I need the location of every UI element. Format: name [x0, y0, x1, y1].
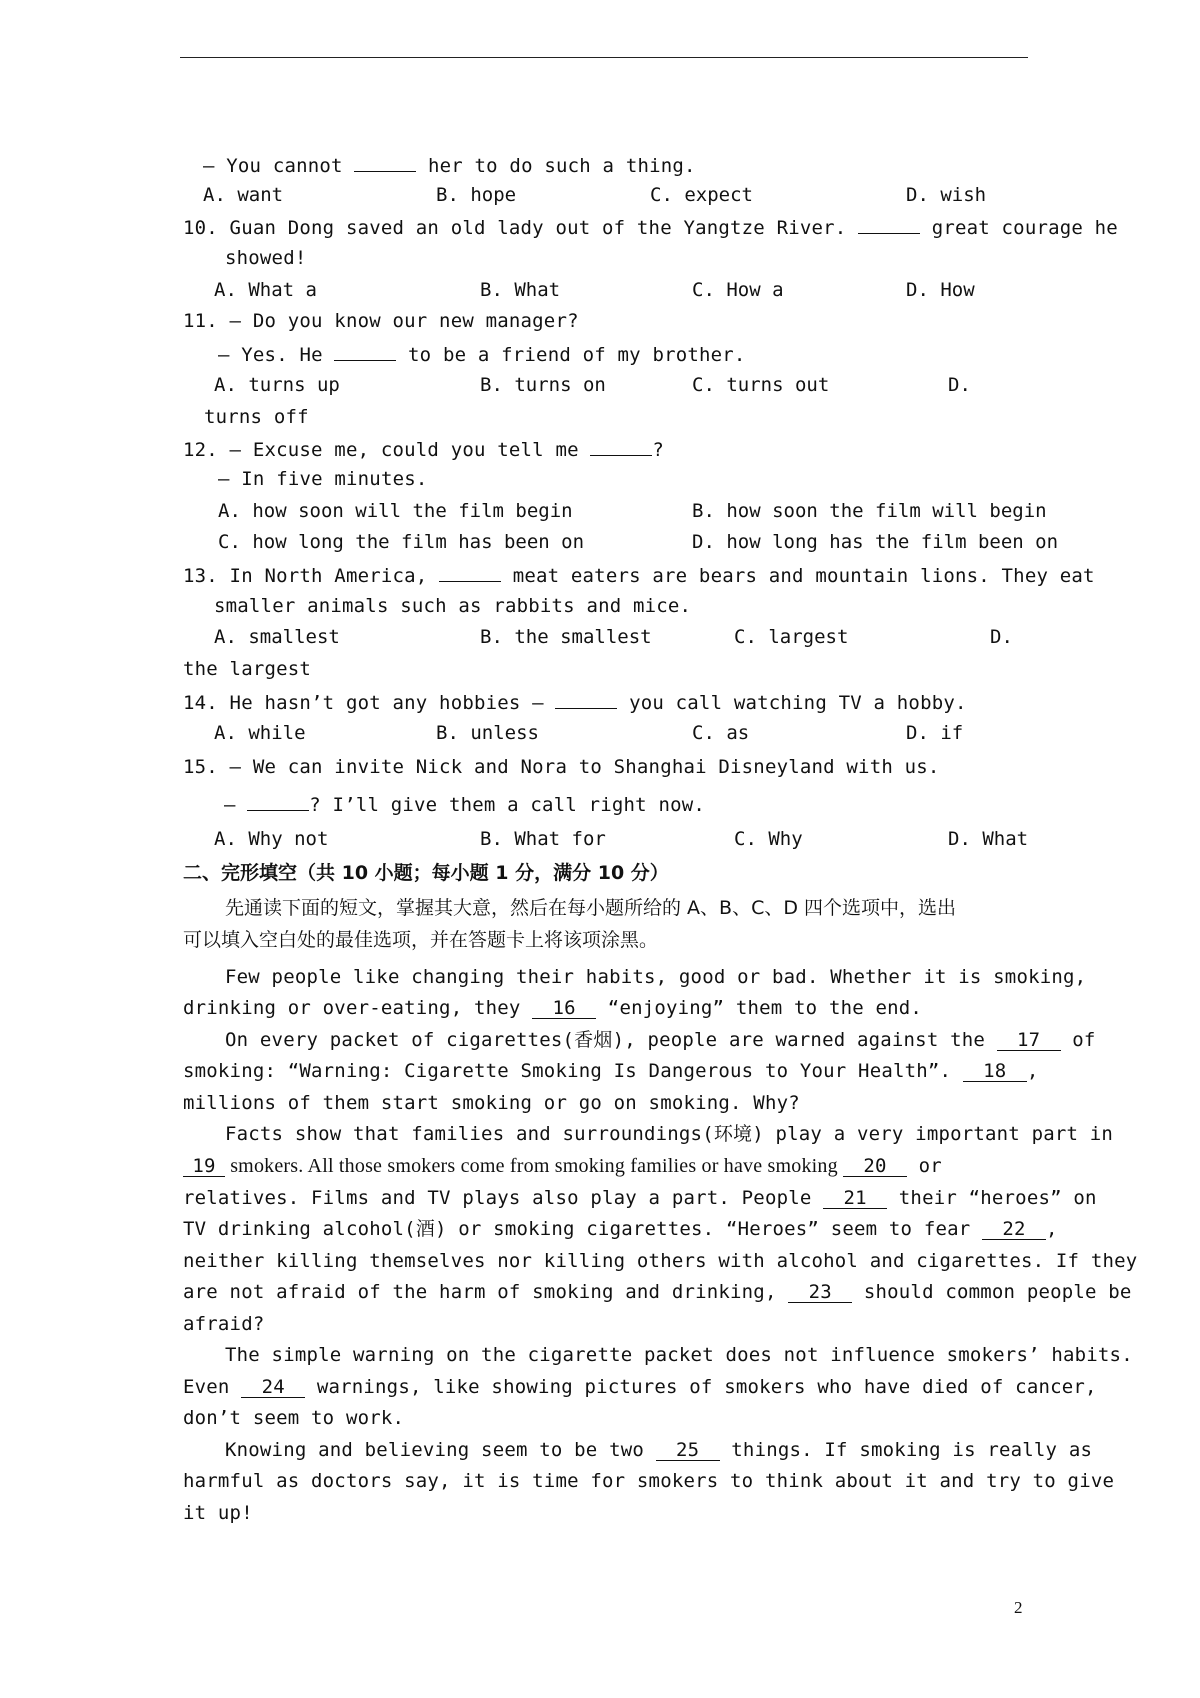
q14-option-a: A. while: [214, 722, 306, 744]
q12-option-c: C. how long the film has been on: [218, 531, 585, 553]
passage-p4-line-3: don’t seem to work.: [183, 1407, 405, 1429]
q15-reply: [224, 791, 705, 817]
q11-option-b: B. turns on: [480, 374, 606, 396]
passage-text: Even: [183, 1376, 242, 1398]
q14-text-a: 14. He hasn’t got any hobbies —: [183, 692, 556, 714]
blank-23: 23: [788, 1282, 852, 1303]
q12-blank: [590, 436, 652, 456]
q10-text-b: great courage he: [920, 217, 1118, 239]
passage-p3-line-3: [183, 1186, 1097, 1210]
q10-continuation: showed!: [225, 247, 307, 269]
q13-continuation: smaller animals such as rabbits and mice.: [214, 595, 692, 617]
passage-p4-line-1: The simple warning on the cigarette packet does not influence smokers’ habits.: [225, 1344, 1133, 1366]
q12-text-b: ?: [652, 439, 665, 461]
passage-p2-line-2: [183, 1059, 1038, 1083]
q14-blank: [555, 689, 617, 709]
passage-text: “enjoying” them to the end.: [596, 997, 923, 1019]
q15-reply-a: —: [224, 794, 248, 816]
passage-p1-line-1: Few people like changing their habits, good or bad. Whether it is smoking,: [225, 966, 1087, 988]
q9-line: [203, 152, 696, 178]
q13-text-b: meat eaters are bears and mountain lions. They eat: [501, 565, 1095, 587]
q13-option-a: A. smallest: [214, 626, 340, 648]
q13-blank: [439, 562, 501, 582]
passage-text: drinking or over-eating, they: [183, 997, 533, 1019]
q11-line: 11. — Do you know our new manager?: [183, 310, 579, 332]
q13-text-a: 13. In North America,: [183, 565, 440, 587]
passage-text: smoking: “Warning: Cigarette Smoking Is Dangerous to Your Health”.: [183, 1060, 963, 1082]
q13-line: [183, 562, 1095, 588]
passage-text: On every packet of cigarettes(香烟), people are warned against the: [225, 1029, 997, 1051]
q15-reply-b: ? I’ll give them a call right now.: [309, 794, 706, 816]
q12-option-a: A. how soon will the film begin: [218, 500, 573, 522]
passage-text: warnings, like showing pictures of smokers who have died of cancer,: [305, 1376, 1097, 1398]
q12-reply: — In five minutes.: [218, 468, 428, 490]
q9-option-c: C. expect: [650, 184, 753, 206]
passage-p3-line-2: [183, 1154, 942, 1178]
passage-p5-line-2: harmful as doctors say, it is time for smokers to think about it and try to give: [183, 1470, 1115, 1492]
passage-text: should common people be: [852, 1281, 1132, 1303]
passage-text: or: [907, 1155, 942, 1177]
passage-text: are not afraid of the harm of smoking and drinking,: [183, 1281, 789, 1303]
q10-option-b: B. What: [480, 279, 561, 301]
blank-25: 25: [656, 1440, 720, 1461]
q10-blank: [858, 214, 920, 234]
q9-text-a: — You cannot: [203, 155, 355, 177]
q10-option-d: D. How: [906, 279, 975, 301]
q14-text-b: you call watching TV a hobby.: [617, 692, 967, 714]
q14-line: [183, 689, 967, 715]
blank-22: 22: [982, 1219, 1046, 1240]
q15-option-c: C. Why: [734, 828, 803, 850]
q13-option-d: D.: [990, 626, 1013, 648]
q9-text-b: her to do such a thing.: [416, 155, 696, 177]
header-rule: [180, 57, 1028, 58]
q10-line: [183, 214, 1118, 240]
section-2-heading: 二、完形填空（共 10 小题；每小题 1 分，满分 10 分）: [183, 862, 669, 884]
q11-blank: [334, 341, 396, 361]
passage-p3-line-6: [183, 1280, 1132, 1304]
blank-19: 19: [183, 1156, 225, 1177]
q9-blank: [354, 152, 416, 172]
passage-p5-line-3: it up!: [183, 1502, 253, 1524]
section-2-instructions-line-1: 先通读下面的短文，掌握其大意，然后在每小题所给的 A、B、C、D 四个选项中，选出: [225, 897, 957, 919]
passage-p5-line-1: [225, 1438, 1092, 1462]
q14-option-c: C. as: [692, 722, 750, 744]
q9-option-b: B. hope: [436, 184, 517, 206]
section-2-instructions-line-2: 可以填入空白处的最佳选项，并在答题卡上将该项涂黑。: [183, 929, 659, 951]
passage-p2-line-1: [225, 1028, 1096, 1052]
passage-text: Knowing and believing seem to be two: [225, 1439, 656, 1461]
q15-option-a: A. Why not: [214, 828, 329, 850]
q12-option-b: B. how soon the film will begin: [692, 500, 1047, 522]
q11-option-d: D.: [948, 374, 971, 396]
passage-p3-line-1: Facts show that families and surroundings(环境) play a very important part in: [225, 1123, 1114, 1145]
blank-17: 17: [997, 1030, 1061, 1051]
q11-reply: [218, 341, 746, 367]
passage-text: ,: [1026, 1060, 1039, 1082]
blank-16: 16: [532, 998, 596, 1019]
q10-option-c: C. How a: [692, 279, 784, 301]
q12-option-d: D. how long has the film been on: [692, 531, 1059, 553]
page-number: 2: [1014, 1598, 1023, 1617]
passage-text: things. If smoking is really as: [719, 1439, 1093, 1461]
passage-p4-line-2: [183, 1375, 1097, 1399]
passage-p1-line-2: [183, 996, 922, 1020]
passage-text: their “heroes” on: [887, 1187, 1097, 1209]
blank-20: 20: [843, 1156, 907, 1177]
q10-text-a: 10. Guan Dong saved an old lady out of the Yangtze River.: [183, 217, 847, 239]
passage-text: of: [1060, 1029, 1096, 1051]
q9-option-a: A. want: [203, 184, 284, 206]
q15-line: 15. — We can invite Nick and Nora to Shanghai Disneyland with us.: [183, 756, 940, 778]
q13-option-c: C. largest: [734, 626, 849, 648]
q13-option-d-wrap: the largest: [183, 658, 312, 680]
passage-text: ,: [1046, 1218, 1058, 1240]
q9-option-d: D. wish: [906, 184, 987, 206]
q15-option-b: B. What for: [480, 828, 606, 850]
q15-blank: [247, 791, 309, 811]
q15-option-d: D. What: [948, 828, 1029, 850]
q10-option-a: A. What a: [214, 279, 317, 301]
passage-text: relatives. Films and TV plays also play a part. People: [183, 1187, 824, 1209]
q11-option-c: C. turns out: [692, 374, 830, 396]
q11-reply-b: to be a friend of my brother.: [396, 344, 746, 366]
q14-option-d: D. if: [906, 722, 964, 744]
q11-reply-a: — Yes. He: [218, 344, 335, 366]
q11-option-d-wrap: turns off: [204, 406, 309, 428]
q13-option-b: B. the smallest: [480, 626, 652, 648]
passage-p3-line-5: neither killing themselves nor killing others with alcohol and cigarettes. If they: [183, 1250, 1138, 1272]
passage-text: smokers. All those smokers come from smoking families or have smoking: [225, 1155, 844, 1177]
passage-text: TV drinking alcohol(酒) or smoking cigarettes. “Heroes” seem to fear: [183, 1218, 983, 1240]
q14-option-b: B. unless: [436, 722, 539, 744]
passage-p2-line-3: millions of them start smoking or go on smoking. Why?: [183, 1092, 800, 1114]
passage-p3-line-7: afraid?: [183, 1313, 265, 1335]
blank-24: 24: [241, 1377, 305, 1398]
blank-18: 18: [963, 1061, 1027, 1082]
q11-option-a: A. turns up: [214, 374, 340, 396]
q12-line: [183, 436, 664, 462]
blank-21: 21: [823, 1188, 887, 1209]
passage-p3-line-4: [183, 1217, 1058, 1241]
q12-text-a: 12. — Excuse me, could you tell me: [183, 439, 591, 461]
